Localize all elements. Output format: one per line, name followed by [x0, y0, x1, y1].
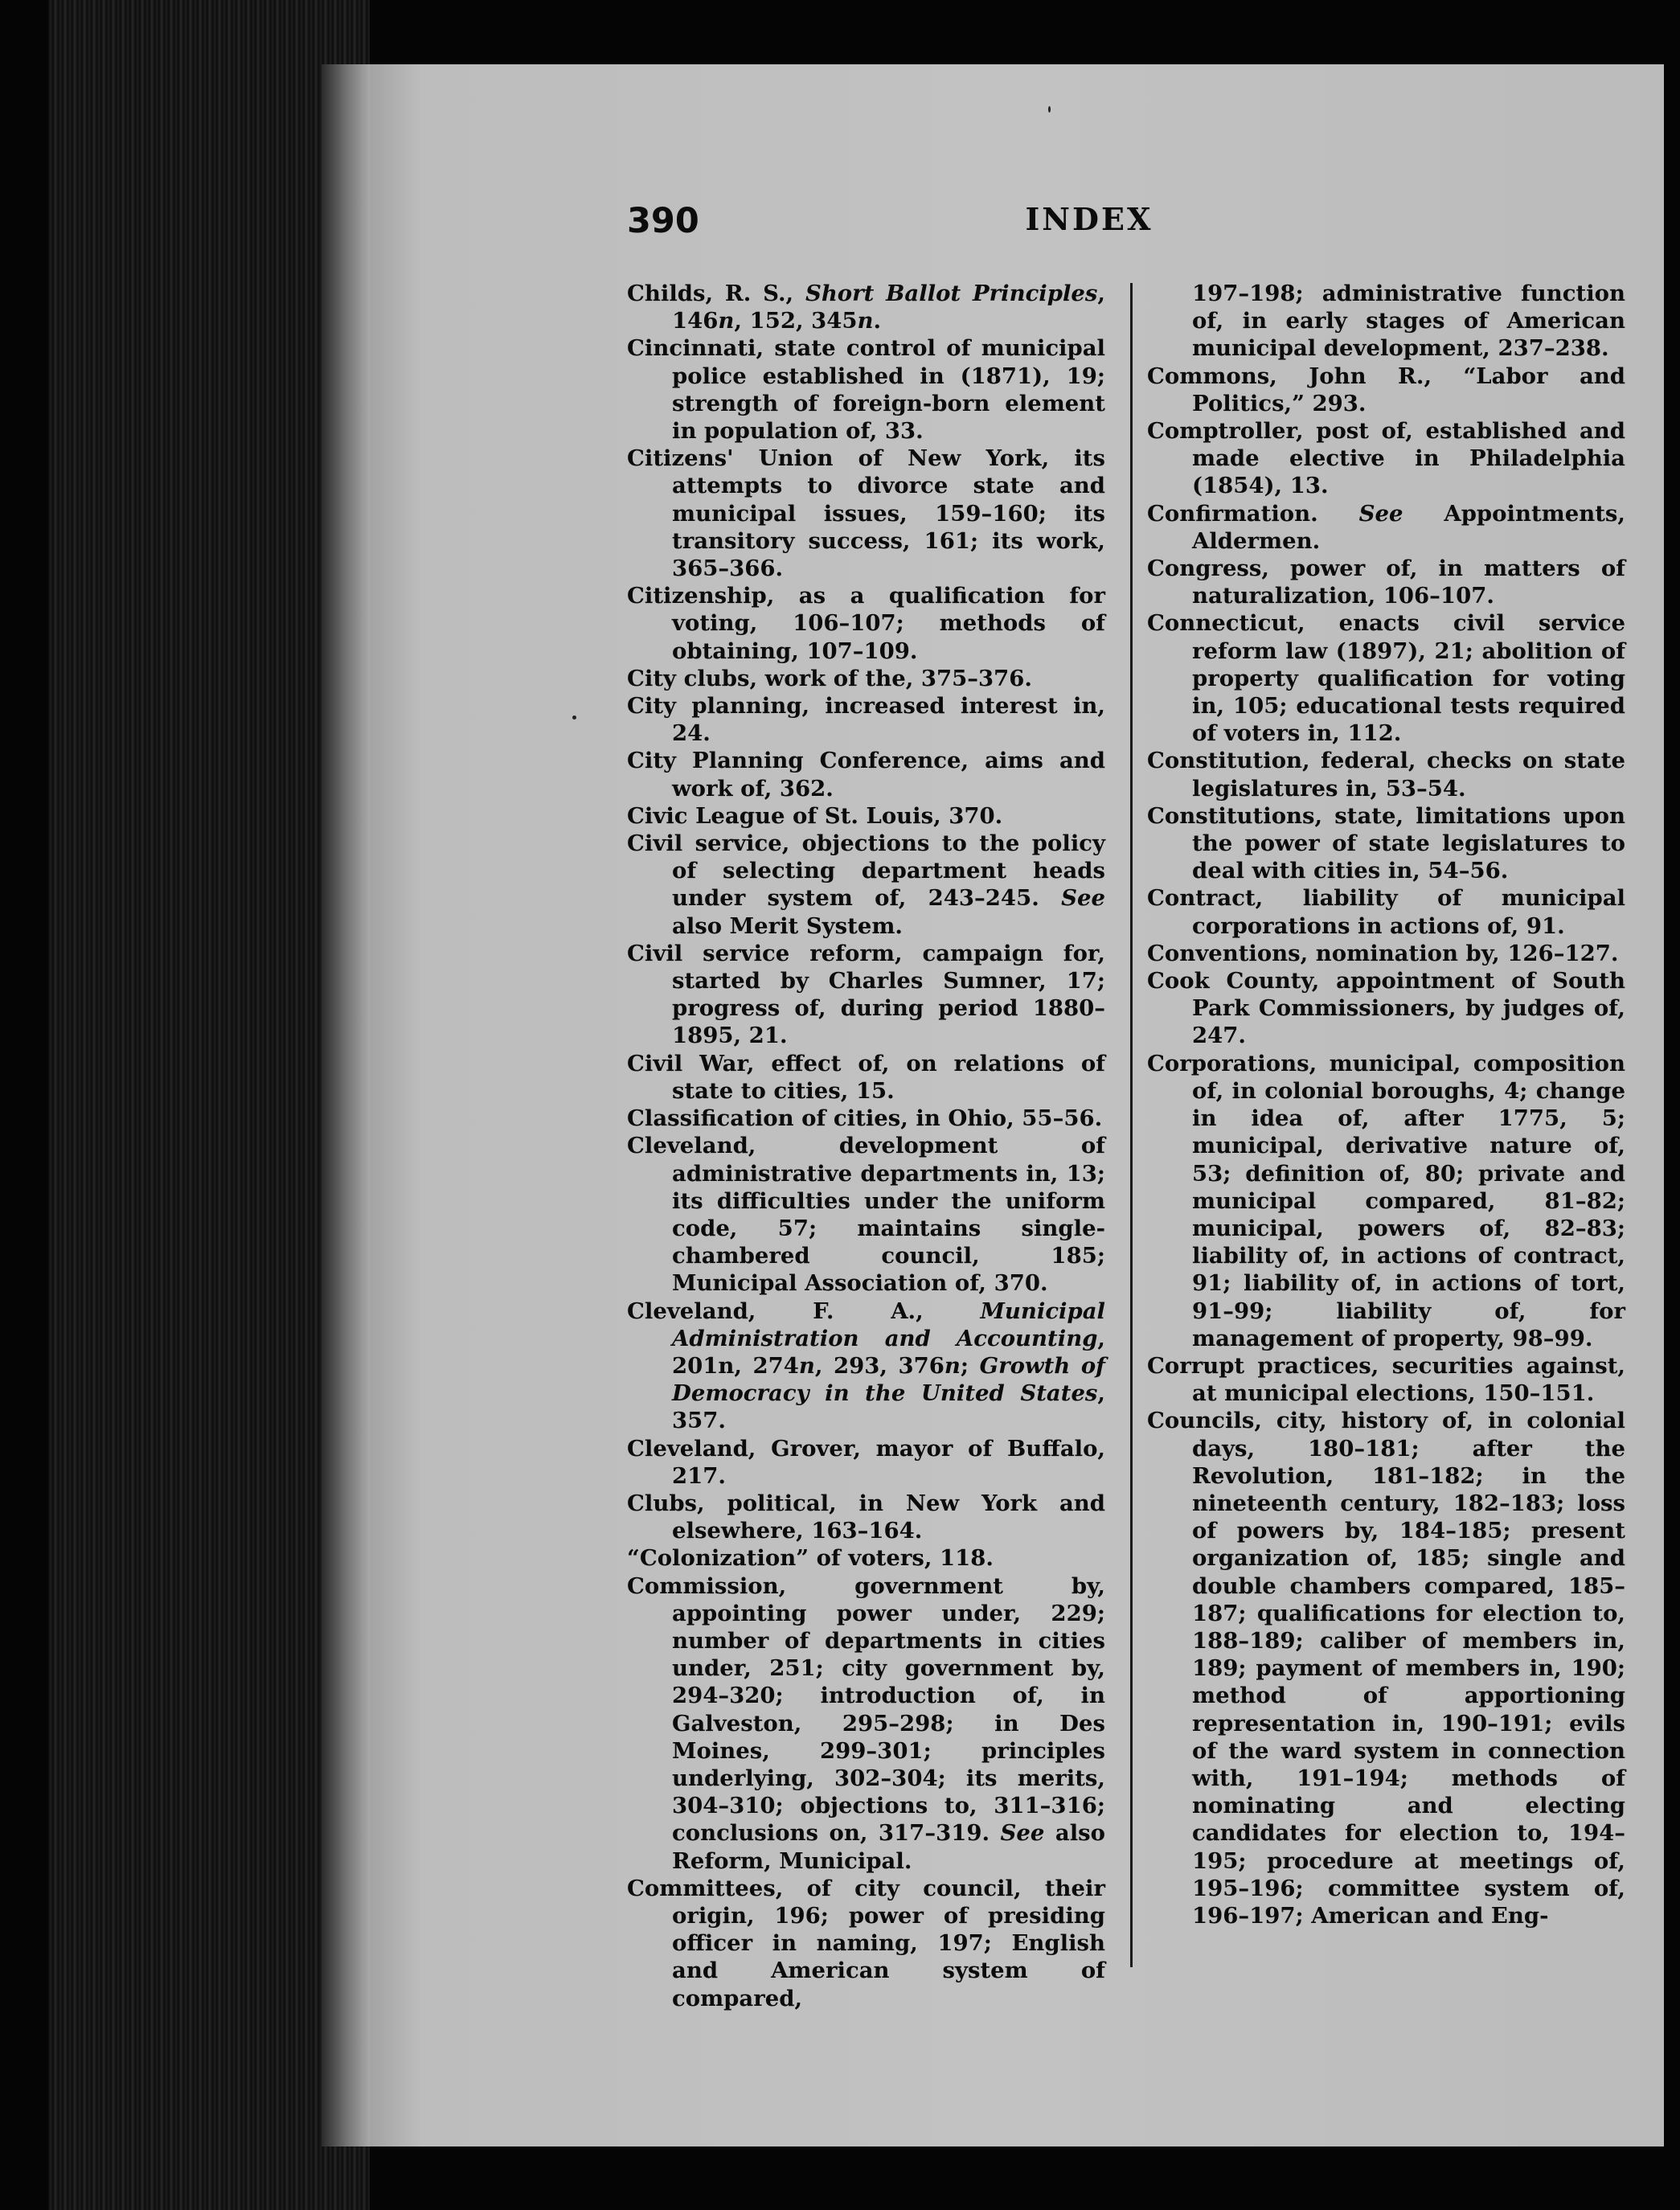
index-entry	[627, 1572, 1105, 1875]
index-entry-italic: See	[1061, 885, 1105, 912]
index-entry	[627, 665, 1105, 692]
index-entry	[627, 1875, 1105, 2012]
index-entry	[627, 334, 1105, 445]
index-entry-text: Cleveland, development of administrative departments in, 13; its difficulties under the uniform code, 57; maintains single-chambered council, 185; Municipal Association of, 370.	[627, 1133, 1105, 1297]
index-column-left	[627, 280, 1105, 2012]
index-entry-text: , 146	[672, 281, 1105, 334]
index-entry-text: Civil service, objections to the policy of selecting department heads under system of, 243–245.	[627, 830, 1105, 912]
index-entry-text: 197–198; administrative function of, in early stages of American municipal development, 237–238.	[1192, 281, 1625, 362]
index-entry	[627, 692, 1105, 747]
index-entry-text: .	[873, 308, 882, 334]
index-entry-italic: n	[798, 1352, 815, 1379]
running-head: INDEX	[1025, 201, 1153, 237]
index-entry	[1147, 280, 1625, 363]
index-entry	[627, 1298, 1105, 1435]
index-entry-text: Corporations, municipal, composition of, in colonial boroughs, 4; change in idea of, after 1775, 5; municipal, derivative nature of, 53; definition of, 80; private and municipal compared, 81–82; municipal, powers of, 82–83; liability of, in actions of contract, 91; liability of, in actions of tort, 91–99; liability of, for management of property, 98–99.	[1147, 1050, 1625, 1351]
index-entry	[627, 1050, 1105, 1105]
index-entry-text: City Planning Conference, aims and work of, 362.	[627, 748, 1105, 802]
index-entry	[1147, 500, 1625, 555]
index-entry-text: Constitution, federal, checks on state legislatures in, 53–54.	[1147, 748, 1625, 802]
index-entry	[1147, 967, 1625, 1050]
index-entry	[1147, 1050, 1625, 1352]
index-entry	[627, 280, 1105, 334]
index-entry-text: Cleveland, Grover, mayor of Buffalo, 217.	[627, 1435, 1105, 1489]
index-entry-italic: n	[944, 1352, 961, 1379]
index-entry-text: Committees, of city council, their origin, 196; power of presiding officer in naming, 197; English and American system of compared,	[627, 1875, 1105, 2011]
index-entry-italic: n	[718, 308, 735, 334]
index-entry-text: Connecticut, enacts civil service reform law (1897), 21; abolition of property qualification for voting in, 105; educational tests required of voters in, 112.	[1147, 610, 1625, 747]
index-entry-text: , 293, 376	[814, 1352, 944, 1379]
index-entry	[1147, 884, 1625, 939]
index-entry-text: Conventions, nomination by, 126–127.	[1147, 940, 1619, 966]
index-entry	[1147, 802, 1625, 885]
index-entry-text: , 201n, 274	[672, 1325, 1105, 1379]
index-entry-text: , 152, 345	[734, 308, 858, 334]
index-entry-italic: Short Ballot Principles	[805, 281, 1098, 306]
page-header	[627, 201, 1551, 265]
index-entry	[1147, 747, 1625, 802]
index-entry	[1147, 417, 1625, 500]
index-entry-text: also Merit System.	[672, 912, 904, 939]
speck-mark	[572, 715, 576, 720]
index-entry	[627, 582, 1105, 665]
index-entry-italic: See	[1000, 1820, 1045, 1847]
index-entry-italic: Growth of Democracy in the United States	[672, 1352, 1105, 1407]
index-entry	[1147, 1407, 1625, 1929]
book-page	[370, 64, 1664, 2146]
index-entry	[627, 830, 1105, 940]
index-entry-text: City clubs, work of the, 375–376.	[627, 665, 1032, 691]
column-divider	[1130, 283, 1133, 1967]
index-entry-text: Contract, liability of municipal corporations in actions of, 91.	[1147, 885, 1625, 939]
index-entry-text: also Reform, Municipal.	[672, 1820, 1105, 1874]
index-entry-text: Clubs, political, in New York and elsewhere, 163–164.	[627, 1490, 1105, 1544]
index-entry-text: City planning, increased interest in, 24.	[627, 693, 1105, 747]
index-entry-text: Civil War, effect of, on relations of state to cities, 15.	[627, 1050, 1105, 1104]
index-entry	[1147, 940, 1625, 967]
index-entry-italic: See	[1358, 500, 1403, 527]
index-entry-text: Classification of cities, in Ohio, 55–56.	[627, 1105, 1103, 1132]
speck-mark	[1048, 106, 1051, 113]
index-entry-text: Citizens' Union of New York, its attempts to divorce state and municipal issues, 159–160; its transitory success, 161; its work, 365–366.	[627, 445, 1105, 582]
index-entry-italic: n	[857, 308, 874, 334]
index-entry	[627, 1490, 1105, 1544]
index-entry-text: Appointments, Aldermen.	[1192, 500, 1625, 554]
index-entry-text: Cook County, appointment of South Park Commissioners, by judges of, 247.	[1147, 968, 1625, 1049]
index-entry-text: , 357.	[672, 1380, 1105, 1434]
index-entry-text: Cleveland, F. A.,	[627, 1298, 981, 1324]
index-entry-text: ;	[960, 1352, 980, 1379]
index-entry	[1147, 1352, 1625, 1407]
index-entry	[627, 445, 1105, 582]
index-entry-text: Councils, city, history of, in colonial days, 180–181; after the Revolution, 181–182; in the nineteenth century, 182–183; loss of powers by, 184–185; present organization of, 185; single and double chambers compared, 185–187; qualifications for election to, 188–189; caliber of members in, 189; payment of members in, 190; method of apportioning representation in, 190–191; evils of the ward system in connection with, 191–194; methods of nominating and electing candidates for election to, 194–195; procedure at meetings of, 195–196; committee system of, 196–197; American and Eng-	[1147, 1408, 1625, 1929]
index-entry	[627, 1132, 1105, 1297]
page-number: 390	[627, 201, 699, 241]
index-entry	[627, 1105, 1105, 1132]
index-entry-text: Commons, John R., “Labor and Politics,” 293.	[1147, 363, 1625, 416]
page-edge	[322, 64, 370, 2146]
index-entry-text: Constitutions, state, limitations upon the power of state legislatures to deal with cities in, 54–56.	[1147, 802, 1625, 884]
index-column-right	[1147, 280, 1625, 1929]
index-entry	[1147, 363, 1625, 417]
index-entry-text: Confirmation.	[1147, 500, 1359, 527]
index-entry-text: Commission, government by, appointing power under, 229; number of departments in cities under, 251; city government by, 294–320; introduction of, in Galveston, 295–298; in Des Moines, 299–301; principles underlying, 302–304; its merits, 304–310; objections to, 311–316; conclusions on, 317–319.	[627, 1572, 1105, 1847]
index-entry-text: Childs, R. S.,	[627, 281, 805, 306]
index-entry-text: Civil service reform, campaign for, started by Charles Sumner, 17; progress of, during period 1880–1895, 21.	[627, 940, 1105, 1049]
index-entry	[627, 940, 1105, 1050]
index-entry-text: Cincinnati, state control of municipal police established in (1871), 19; strength of foreign-born element in population of, 33.	[627, 335, 1105, 445]
index-entry-text: Comptroller, post of, established and made elective in Philadelphia (1854), 13.	[1147, 418, 1625, 499]
index-entry-text: Citizenship, as a qualification for voting, 106–107; methods of obtaining, 107–109.	[627, 583, 1105, 664]
index-entry	[627, 1544, 1105, 1572]
index-entry	[627, 802, 1105, 830]
index-entry-text: Civic League of St. Louis, 370.	[627, 802, 1003, 829]
index-entry-text: Corrupt practices, securities against, at municipal elections, 150–151.	[1147, 1352, 1625, 1407]
index-entry	[627, 747, 1105, 802]
index-entry-italic: Municipal Administration and Accounting	[672, 1298, 1105, 1351]
index-entry-text: Congress, power of, in matters of naturalization, 106–107.	[1147, 556, 1625, 609]
index-entry	[1147, 609, 1625, 747]
index-entry-text: “Colonization” of voters, 118.	[627, 1545, 994, 1572]
index-entry	[1147, 555, 1625, 609]
index-entry	[627, 1435, 1105, 1490]
